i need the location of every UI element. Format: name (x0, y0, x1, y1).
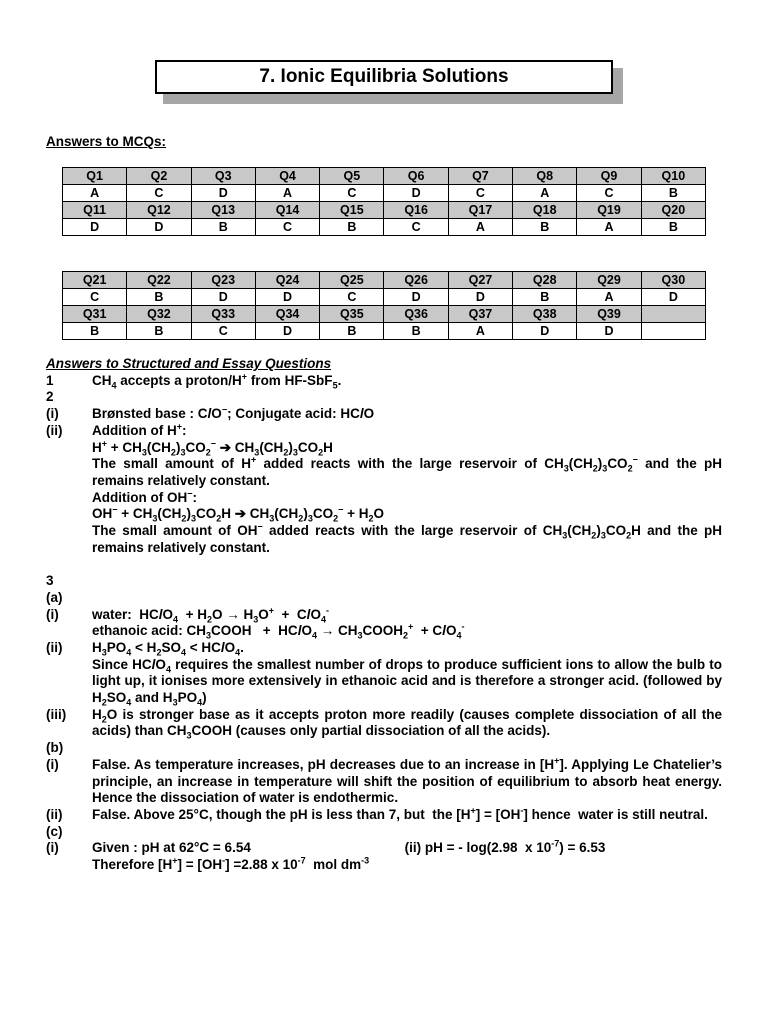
answer-label: (i) (46, 840, 59, 856)
answer-text (92, 590, 722, 607)
answer-label (46, 506, 92, 523)
answer-cell: C (255, 219, 319, 236)
question-cell: Q18 (513, 202, 577, 219)
answer-cell: C (63, 289, 127, 306)
answer-text: $H_2O$ is stronger base as it accepts proton more readily (causes complete dissociation of all the acids) than $CH_3COOH$ (causes only partial dissociation of all the acids). (92, 706, 722, 742)
answer-line (46, 389, 722, 406)
answer-line (46, 824, 722, 841)
question-cell: Q36 (384, 306, 448, 323)
answer-line (46, 657, 722, 707)
question-cell: Q11 (63, 202, 127, 219)
answer-label: (a) (46, 589, 63, 605)
answer-label: (i) (46, 406, 59, 422)
mcq-heading: Answers to MCQs: (46, 134, 167, 149)
answer-cell: D (191, 289, 255, 306)
question-cell: Q37 (448, 306, 512, 323)
question-cell: Q2 (127, 168, 191, 185)
answer-cell: A (448, 219, 512, 236)
answer-line (46, 373, 722, 390)
answer-cell: A (255, 185, 319, 202)
question-cell: Q20 (641, 202, 705, 219)
answer-label (46, 657, 92, 707)
answer-line (46, 857, 722, 874)
answer-line (46, 440, 722, 457)
question-row (63, 168, 706, 185)
answer-text: Since HClO$_4$ requires the smallest number of drops to produce sufficient ions to allow the bulb to light up, it ionises more extensively in ethanoic acid and is therefore a stronger acid. (followed by $H_2SO_4$ and $H_3PO_4$) (92, 656, 722, 708)
question-cell: Q15 (320, 202, 384, 219)
answer-cell: B (320, 219, 384, 236)
question-cell: Q23 (191, 272, 255, 289)
answer-text (92, 824, 722, 841)
question-cell: Q10 (641, 168, 705, 185)
answer-text: $CH_4$ accepts a proton/H+ from HF-SbF$_5$. (92, 371, 342, 391)
question-row (63, 272, 706, 289)
answer-cell: D (255, 323, 319, 340)
answer-line (46, 506, 722, 523)
answer-text: Addition of OH−: (92, 488, 197, 505)
page-title-text: 7. Ionic Equilibria Solutions (259, 66, 509, 87)
question-cell: Q6 (384, 168, 448, 185)
question-cell: Q24 (255, 272, 319, 289)
essay-answers (46, 356, 722, 874)
answer-label: (ii) (46, 422, 63, 438)
answer-label: (c) (46, 823, 63, 839)
answer-cell: D (127, 219, 191, 236)
answer-cell: D (255, 289, 319, 306)
answer-cell: C (191, 323, 255, 340)
question-cell: Q31 (63, 306, 127, 323)
answer-text: False. Above 25°C, though the pH is less than 7, but the [H+] = [OH-] hence water is still neutral. (92, 805, 708, 822)
answer-cell: D (384, 289, 448, 306)
answer-text: ethanoic acid: $CH_3COOH$ + HClO$_4$ → $CH_3COOH_2^+ + ClO_4^-$ (92, 621, 465, 641)
mcq-table-2 (62, 271, 706, 340)
answer-line (46, 590, 722, 607)
answer-label (46, 440, 92, 457)
answer-cell: C (127, 185, 191, 202)
answer-label (46, 456, 92, 489)
question-cell: Q19 (577, 202, 641, 219)
question-cell: Q39 (577, 306, 641, 323)
question-cell: Q7 (448, 168, 512, 185)
answer-cell: C (384, 219, 448, 236)
answer-label: (ii) (46, 806, 63, 822)
answer-label: 2 (46, 389, 54, 405)
question-cell: Q21 (63, 272, 127, 289)
answer-cell: B (513, 219, 577, 236)
answer-label: (ii) (46, 639, 63, 655)
question-cell: Q17 (448, 202, 512, 219)
question-cell: Q1 (63, 168, 127, 185)
answer-line (46, 757, 722, 807)
question-row (63, 202, 706, 219)
question-cell: Q28 (513, 272, 577, 289)
answer-text (92, 389, 722, 406)
answer-line (46, 840, 722, 857)
question-cell: Q27 (448, 272, 512, 289)
answer-text: Brønsted base : ClO−; Conjugate acid: HClO (92, 404, 375, 422)
answer-cell: B (641, 219, 705, 236)
answer-cell: C (577, 185, 641, 202)
answer-label: (i) (46, 606, 59, 622)
question-row (63, 306, 706, 323)
answer-cell: C (448, 185, 512, 202)
answer-lines (46, 373, 722, 874)
mcq-table-1 (62, 167, 706, 236)
question-cell: Q9 (577, 168, 641, 185)
question-cell: Q32 (127, 306, 191, 323)
answer-cell: D (513, 323, 577, 340)
answer-label: 3 (46, 573, 54, 589)
answer-line (46, 573, 722, 590)
question-cell: Q35 (320, 306, 384, 323)
answer-cell: D (63, 219, 127, 236)
answer-label (46, 857, 92, 874)
answer-text: Given : pH at 62°C = 6.54 (ii) pH = - log(2.98 x $10^{-7}) = 6.53$ (92, 838, 606, 856)
answer-line (46, 707, 722, 740)
answer-text: False. As temperature increases, pH decreases due to an increase in [H+]. Applying Le Chatelier’s principle, an increase in temperature will shift the position of equilibrium to absorb heat energy. Hence the dissociation of water is endothermic. (92, 755, 722, 806)
question-cell: Q34 (255, 306, 319, 323)
answer-cell: A (577, 219, 641, 236)
answer-row (63, 185, 706, 202)
answer-text (92, 573, 722, 590)
answer-cell: A (577, 289, 641, 306)
question-cell: Q30 (641, 272, 705, 289)
question-cell: Q25 (320, 272, 384, 289)
question-cell: Q14 (255, 202, 319, 219)
blank-line (46, 556, 722, 573)
answer-line (46, 456, 722, 489)
question-cell: Q12 (127, 202, 191, 219)
essay-heading: Answers to Structured and Essay Questions (46, 356, 332, 371)
question-cell: Q22 (127, 272, 191, 289)
answer-text (92, 740, 722, 757)
answer-line (46, 807, 722, 824)
answer-cell (641, 323, 705, 340)
answer-text: Addition of H+: (92, 421, 187, 438)
answer-cell: D (384, 185, 448, 202)
answer-cell: C (320, 185, 384, 202)
answer-row (63, 323, 706, 340)
answer-cell: A (63, 185, 127, 202)
question-cell: Q33 (191, 306, 255, 323)
answer-cell: D (448, 289, 512, 306)
answer-cell: B (513, 289, 577, 306)
question-cell: Q3 (191, 168, 255, 185)
answer-line (46, 523, 722, 556)
answer-label (46, 490, 92, 507)
answer-label: 1 (46, 372, 54, 388)
answer-cell: A (513, 185, 577, 202)
answer-line (46, 623, 722, 640)
answer-text: Therefore [H+] = [OH-] =2.88 x $10^{-7}$ mol $dm^{-3}$ (92, 855, 370, 873)
answer-label (46, 523, 92, 556)
answer-cell: B (191, 219, 255, 236)
question-cell: Q13 (191, 202, 255, 219)
answer-line (46, 640, 722, 657)
question-cell: Q26 (384, 272, 448, 289)
answer-text: water: HClO$_4$ + $H_2O \to H_3O^+ + ClO_4^-$ (92, 605, 329, 625)
question-cell: Q5 (320, 168, 384, 185)
answer-line (46, 423, 722, 440)
answer-text: $OH^- + CH_3(CH_2)_3CO_2H$ ➔ $CH_3(CH_2)_3CO_2^- + H_2O$ (92, 504, 385, 525)
answer-label: (i) (46, 756, 59, 772)
question-cell: Q38 (513, 306, 577, 323)
answer-label (46, 623, 92, 640)
answer-row (63, 289, 706, 306)
answer-text: $H_3PO_4 < H_2SO_4$ < HClO$_4$. (92, 639, 244, 658)
question-cell: Q8 (513, 168, 577, 185)
answer-cell: D (577, 323, 641, 340)
answer-cell: B (63, 323, 127, 340)
answer-line (46, 406, 722, 423)
question-cell: Q16 (384, 202, 448, 219)
answer-cell: D (191, 185, 255, 202)
answer-cell: B (127, 289, 191, 306)
answer-label: (iii) (46, 706, 67, 722)
answer-text: $H^+ + CH_3(CH_2)_3CO_2^-$ ➔ $CH_3(CH_2)_3CO_2H$ (92, 438, 333, 458)
answer-cell: B (384, 323, 448, 340)
answer-text: The small amount of H+ added reacts with the large reservoir of $CH_3(CH_2)_3CO_2^-$ and the pH remains relatively constant. (92, 454, 723, 488)
answer-text: The small amount of OH− added reacts with the large reservoir of $CH_3(CH_2)_3CO_2H$ and the pH remains relatively constant. (92, 521, 723, 555)
answer-line (46, 490, 722, 507)
answer-row (63, 219, 706, 236)
answer-cell: C (320, 289, 384, 306)
answer-line (46, 607, 722, 624)
question-cell: Q4 (255, 168, 319, 185)
answer-label: (b) (46, 740, 64, 756)
answer-cell: A (448, 323, 512, 340)
answer-cell: D (641, 289, 705, 306)
answer-cell: B (127, 323, 191, 340)
question-cell: Q29 (577, 272, 641, 289)
answer-line (46, 740, 722, 757)
page-title (155, 60, 613, 94)
question-cell (641, 306, 705, 323)
answer-cell: B (320, 323, 384, 340)
answer-cell: B (641, 185, 705, 202)
